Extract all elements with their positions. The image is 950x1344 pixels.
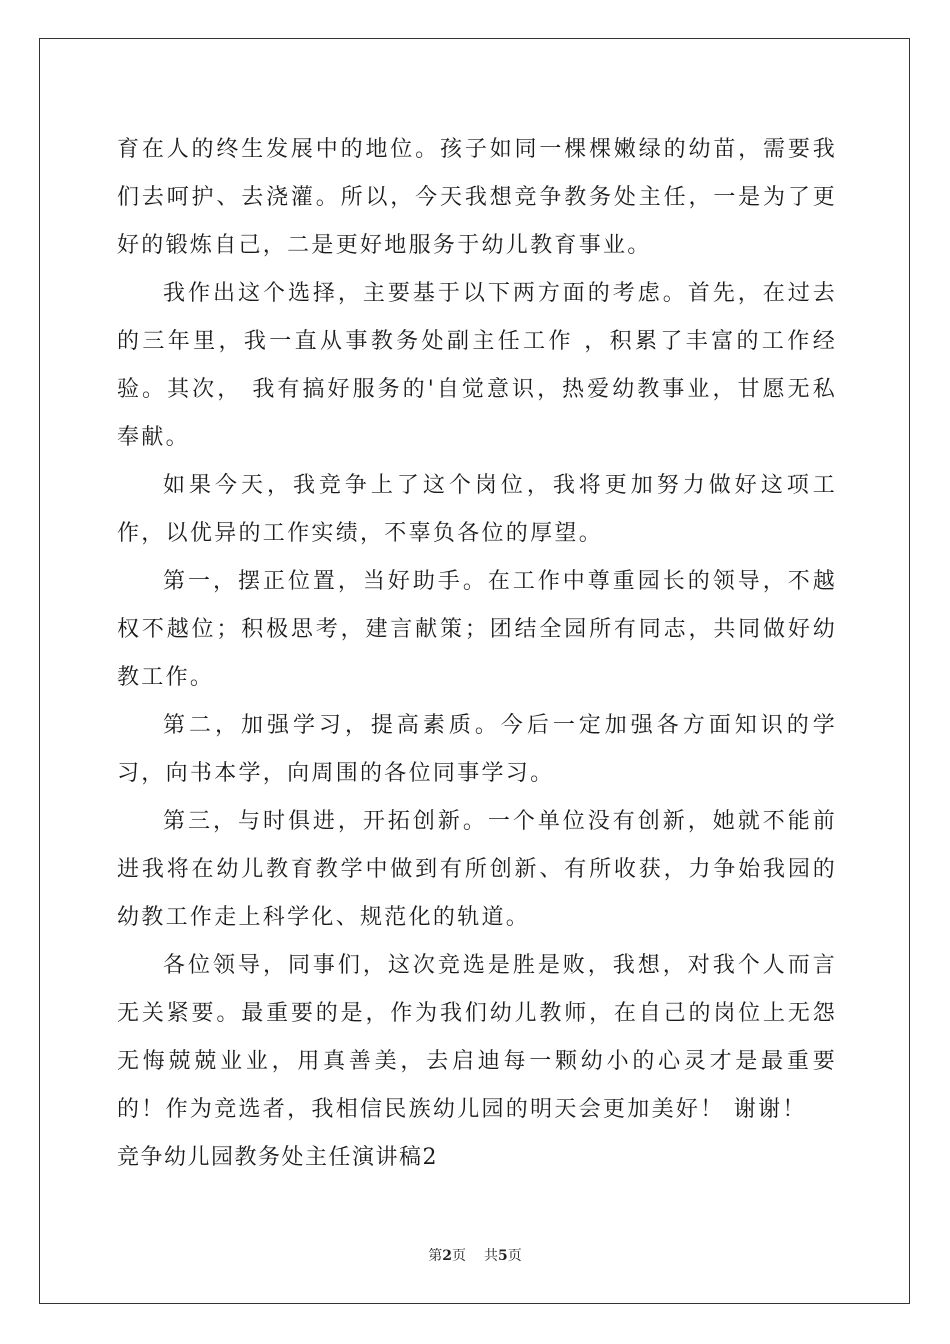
page-total: 5 xyxy=(498,1248,508,1264)
total-prefix: 共 xyxy=(484,1248,498,1264)
paragraph-reasons: 我作出这个选择，主要基于以下两方面的考虑。首先，在过去的三年里，我一直从事教务处副主任工作 ，积累了丰富的工作经验。其次， 我有搞好服务的'自觉意识，热爱幼教事业，甘愿无私奉献。 xyxy=(117,281,837,450)
paragraph-closing: 各位领导，同事们，这次竞选是胜是败，我想，对我个人而言无关紧要。最重要的是，作为我们幼儿教师，在自己的岗位上无怨无悔兢兢业业，用真善美，去启迪每一颗幼小的心灵才是最重要的！作为竞选者，我相信民族幼儿园的明天会更加美好！ 谢谢！ xyxy=(117,953,837,1122)
paragraph-point-two: 第二，加强学习，提高素质。今后一定加强各方面知识的学习，向书本学，向周围的各位同事学习。 xyxy=(117,713,837,786)
page-prefix: 第 xyxy=(428,1248,443,1264)
next-speech-title: 竞争幼儿园教务处主任演讲稿2 xyxy=(117,1145,438,1170)
paragraph-continuation: 育在人的终生发展中的地位。孩子如同一棵棵嫩绿的幼苗，需要我们去呵护、去浇灌。所以，今天我想竞争教务处主任，一是为了更好的锻炼自己，二是更好地服务于幼儿教育事业。 xyxy=(117,137,837,258)
page-footer xyxy=(0,1245,950,1265)
paragraph-point-one: 第一，摆正位置，当好助手。在工作中尊重园长的领导，不越权不越位；积极思考，建言献策；团结全园所有同志，共同做好幼教工作。 xyxy=(117,569,837,690)
paragraph-point-three: 第三，与时俱进，开拓创新。一个单位没有创新，她就不能前进我将在幼儿教育教学中做到有所创新、有所收获，力争始我园的幼教工作走上科学化、规范化的轨道。 xyxy=(117,809,837,930)
page-suffix: 页 xyxy=(452,1248,466,1264)
page-current: 2 xyxy=(442,1248,452,1264)
document-body xyxy=(117,126,837,1182)
paragraph-commitment: 如果今天，我竞争上了这个岗位，我将更加努力做好这项工作，以优异的工作实绩，不辜负各位的厚望。 xyxy=(117,473,837,546)
total-suffix: 页 xyxy=(507,1248,522,1264)
